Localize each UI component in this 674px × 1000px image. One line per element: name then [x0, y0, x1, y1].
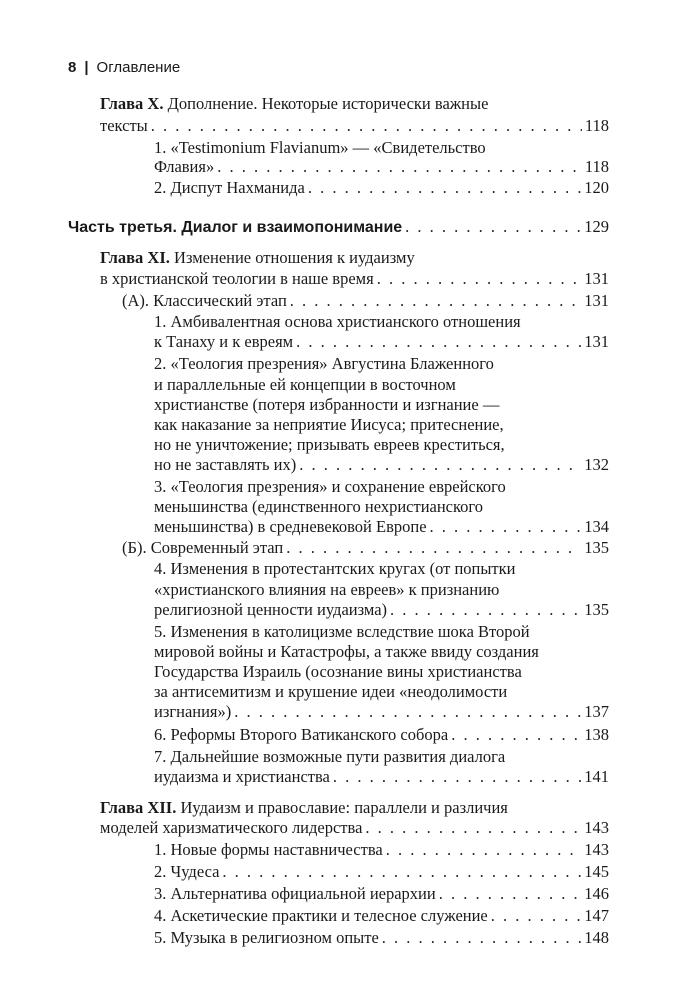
- running-header: [68, 59, 180, 76]
- page-ref: 148: [584, 928, 609, 947]
- page-ref: 143: [584, 840, 609, 859]
- page-ref: 145: [584, 862, 609, 881]
- page-ref: 147: [584, 906, 609, 925]
- toc-entry-11-1-line-2: к Танаху и к евреям . . . 131: [154, 332, 609, 352]
- toc-entry-12-5: 5. Музыка в религиозном опыте . . . 148: [154, 928, 609, 948]
- toc-entry-11-5-line-3: Государства Израиль (осознание вины христианства: [154, 662, 522, 681]
- page-number: 8: [68, 59, 77, 76]
- page-ref: 120: [584, 178, 609, 197]
- toc-chapter-10-line-2: тексты . . . 118: [100, 116, 609, 136]
- page-ref: 141: [584, 767, 609, 786]
- toc-entry-11-1-line-1: 1. Амбивалентная основа христианского отношения: [154, 312, 521, 331]
- toc-entry-11-2-line-4: как наказание за неприятие Иисуса; притеснение,: [154, 415, 504, 434]
- toc-entry-11-5-line-1: 5. Изменения в католицизме вследствие шока Второй: [154, 622, 530, 641]
- toc-section-a: (А). Классический этап . . . 131: [122, 291, 609, 311]
- header-separator: |: [84, 59, 89, 76]
- toc-entry-11-4-line-3: религиозной ценности иудаизма) . . . 135: [154, 600, 609, 620]
- toc-chapter-12-line-1: Глава XII. Иудаизм и православие: параллели и различия: [100, 798, 508, 817]
- page-ref: 118: [584, 116, 609, 135]
- page-ref: 129: [584, 217, 609, 236]
- toc-chapter-11-line-1: Глава XI. Изменение отношения к иудаизму: [100, 248, 415, 267]
- toc-entry-10-1-line-1: 1. «Testimonium Flavianum» — «Свидетельство: [154, 138, 486, 157]
- toc-chapter-11-line-2: в христианской теологии в наше время . . . 131: [100, 269, 609, 289]
- toc-entry-11-3-line-3: меньшинства) в средневековой Европе . . . 134: [154, 517, 609, 537]
- page-ref: 146: [584, 884, 609, 903]
- page-ref: 118: [584, 157, 609, 176]
- toc-entry-11-3-line-1: 3. «Теология презрения» и сохранение еврейского: [154, 477, 506, 496]
- toc-entry-11-2-line-2: и параллельные ей концепции в восточном: [154, 375, 456, 394]
- toc-section-b: (Б). Современный этап . . . 135: [122, 538, 609, 558]
- toc-entry-11-7-line-1: 7. Дальнейшие возможные пути развития диалога: [154, 747, 506, 766]
- toc-entry-11-5-line-2: мировой войны и Катастрофы, а также ввиду создания: [154, 642, 539, 661]
- toc-entry-11-5-line-5: изгнания») . . . 137: [154, 702, 609, 722]
- page-ref: 143: [584, 818, 609, 837]
- toc-entry-10-1-line-2: Флавия» . . . 118: [154, 157, 609, 177]
- toc-entry-11-2-line-3: христианстве (потеря избранности и изгнание —: [154, 395, 500, 414]
- toc-entry-10-2: 2. Диспут Нахманида . . . 120: [154, 178, 609, 198]
- toc-entry-11-6: 6. Реформы Второго Ватиканского собора . . . 138: [154, 725, 609, 745]
- page-ref: 131: [584, 269, 609, 288]
- toc-entry-11-3-line-2: меньшинства (единственного нехристианского: [154, 497, 484, 516]
- toc-chapter-10-line-1: Глава X. Дополнение. Некоторые исторически важные: [100, 94, 489, 113]
- page-ref: 131: [584, 332, 609, 351]
- toc-part-3: Часть третья. Диалог и взаимопонимание . . . 129: [68, 217, 609, 238]
- toc-chapter-12-line-2: моделей харизматического лидерства . . . 143: [100, 818, 609, 838]
- toc-entry-11-2-line-1: 2. «Теология презрения» Августина Блаженного: [154, 354, 494, 373]
- toc-entry-11-2-line-6: но не заставлять их) . . . 132: [154, 455, 609, 475]
- page-ref: 135: [584, 600, 609, 619]
- page-ref: 132: [584, 455, 609, 474]
- toc-entry-12-4: 4. Аскетические практики и телесное служение . . . 147: [154, 906, 609, 926]
- toc-entry-11-2-line-5: но не уничтожение; призывать евреев креститься,: [154, 435, 505, 454]
- toc-entry-11-4-line-2: «христианского влияния на евреев» к признанию: [154, 580, 500, 599]
- page-ref: 131: [584, 291, 609, 310]
- toc-entry-12-3: 3. Альтернатива официальной иерархии . . . 146: [154, 884, 609, 904]
- toc-entry-11-4-line-1: 4. Изменения в протестантских кругах (от попытки: [154, 559, 516, 578]
- page-ref: 138: [584, 725, 609, 744]
- header-title: Оглавление: [96, 59, 181, 76]
- page-ref: 134: [584, 517, 609, 536]
- page-ref: 135: [584, 538, 609, 557]
- toc-entry-12-2: 2. Чудеса . . . 145: [154, 862, 609, 882]
- toc-entry-11-5-line-4: за антисемитизм и крушение идеи «неодолимости: [154, 682, 508, 701]
- toc-entry-12-1: 1. Новые формы наставничества . . . 143: [154, 840, 609, 860]
- toc-entry-11-7-line-2: иудаизма и христианства . . . 141: [154, 767, 609, 787]
- page-ref: 137: [584, 702, 609, 721]
